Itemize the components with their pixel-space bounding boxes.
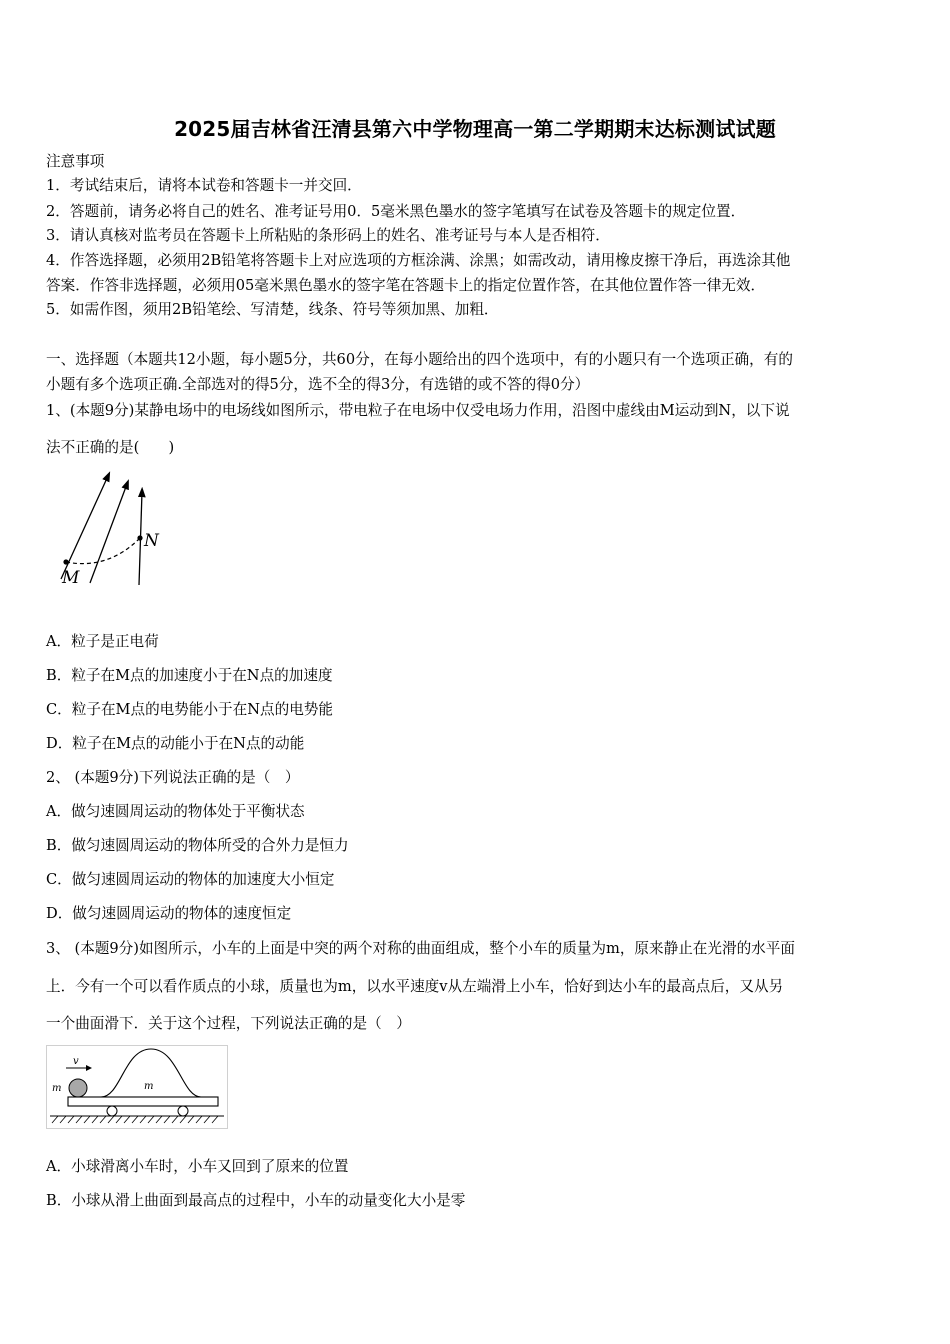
field-line bbox=[90, 484, 127, 583]
notice-item: 5．如需作图，须用2B铅笔绘、写清楚，线条、符号等须加黑、加粗． bbox=[46, 301, 499, 318]
q1-option-b: B．粒子在M点的加速度小于在N点的加速度 bbox=[46, 667, 333, 684]
ball bbox=[69, 1079, 87, 1097]
cart-wheel bbox=[107, 1106, 117, 1116]
label-n: N bbox=[144, 531, 159, 551]
label-m: M bbox=[62, 568, 80, 588]
point-n bbox=[137, 535, 142, 540]
q1-option-d: D．粒子在M点的动能小于在N点的动能 bbox=[46, 735, 305, 752]
q3-stem-line1: 3、 (本题9分)如图所示，小车的上面是中突的两个对称的曲面组成，整个小车的质量为m，原来静止在光滑的水平面 bbox=[46, 940, 795, 957]
q1-option-c: C．粒子在M点的电势能小于在N点的电势能 bbox=[46, 701, 333, 718]
label-m-cart: m bbox=[144, 1081, 154, 1092]
cart-ball-figure bbox=[46, 1045, 228, 1129]
electric-field-figure bbox=[50, 470, 180, 590]
q1-option-a: A．粒子是正电荷 bbox=[46, 633, 159, 650]
label-v: v bbox=[73, 1056, 79, 1067]
cart-wheel bbox=[178, 1106, 188, 1116]
velocity-arrowhead bbox=[86, 1065, 92, 1071]
q3-option-b: B．小球从滑上曲面到最高点的过程中，小车的动量变化大小是零 bbox=[46, 1192, 466, 1209]
page-title: 2025届吉林省汪清县第六中学物理高一第二学期期末达标测试试题 bbox=[174, 117, 776, 141]
notice-heading: 注意事项 bbox=[46, 153, 105, 170]
notice-item: 1．考试结束后，请将本试卷和答题卡一并交回． bbox=[46, 177, 362, 194]
section-instructions-line2: 小题有多个选项正确.全部选对的得5分，选不全的得3分，有选错的或不答的得0分） bbox=[46, 376, 590, 393]
q2-stem: 2、 (本题9分)下列说法正确的是（ ） bbox=[46, 769, 300, 786]
section-instructions-line1: 一、选择题（本题共12小题，每小题5分，共60分，在每小题给出的四个选项中，有的小题只有一个选项正确，有的 bbox=[46, 351, 793, 368]
ground-hatching bbox=[52, 1116, 218, 1123]
q2-option-b: B．做匀速圆周运动的物体所受的合外力是恒力 bbox=[46, 837, 349, 854]
point-m bbox=[63, 559, 68, 564]
notice-item: 3．请认真核对监考员在答题卡上所粘贴的条形码上的姓名、准考证号与本人是否相符． bbox=[46, 227, 610, 244]
q1-stem-line2: 法不正确的是( ) bbox=[46, 439, 175, 456]
notice-item: 答案．作答非选择题，必须用05毫米黑色墨水的签字笔在答题卡上的指定位置作答，在其他位置作答一律无效． bbox=[46, 277, 766, 294]
q3-stem-line2: 上．今有一个可以看作质点的小球，质量也为m，以水平速度v从左端滑上小车，恰好到达小车的最高点后，又从另 bbox=[46, 978, 784, 995]
q2-option-a: A．做匀速圆周运动的物体处于平衡状态 bbox=[46, 803, 305, 820]
q3-stem-line3: 一个曲面滑下．关于这个过程，下列说法正确的是（ ） bbox=[46, 1015, 411, 1032]
trajectory-dashed bbox=[66, 538, 140, 564]
notice-item: 2．答题前，请务必将自己的姓名、准考证号用0．5毫米黑色墨水的签字笔填写在试卷及答题卡的规定位置． bbox=[46, 203, 746, 220]
notice-item: 4．作答选择题，必须用2B铅笔将答题卡上对应选项的方框涂满、涂黑；如需改动，请用橡皮擦干净后，再选涂其他 bbox=[46, 252, 791, 269]
q2-option-d: D．做匀速圆周运动的物体的速度恒定 bbox=[46, 905, 292, 922]
q2-option-c: C．做匀速圆周运动的物体的加速度大小恒定 bbox=[46, 871, 335, 888]
cart-body bbox=[68, 1097, 218, 1106]
label-m-ball: m bbox=[52, 1083, 62, 1094]
q3-option-a: A．小球滑离小车时，小车又回到了原来的位置 bbox=[46, 1158, 349, 1175]
q1-stem-line1: 1、(本题9分)某静电场中的电场线如图所示，带电粒子在电场中仅受电场力作用，沿图中虚线由M运动到N，以下说 bbox=[46, 402, 790, 419]
